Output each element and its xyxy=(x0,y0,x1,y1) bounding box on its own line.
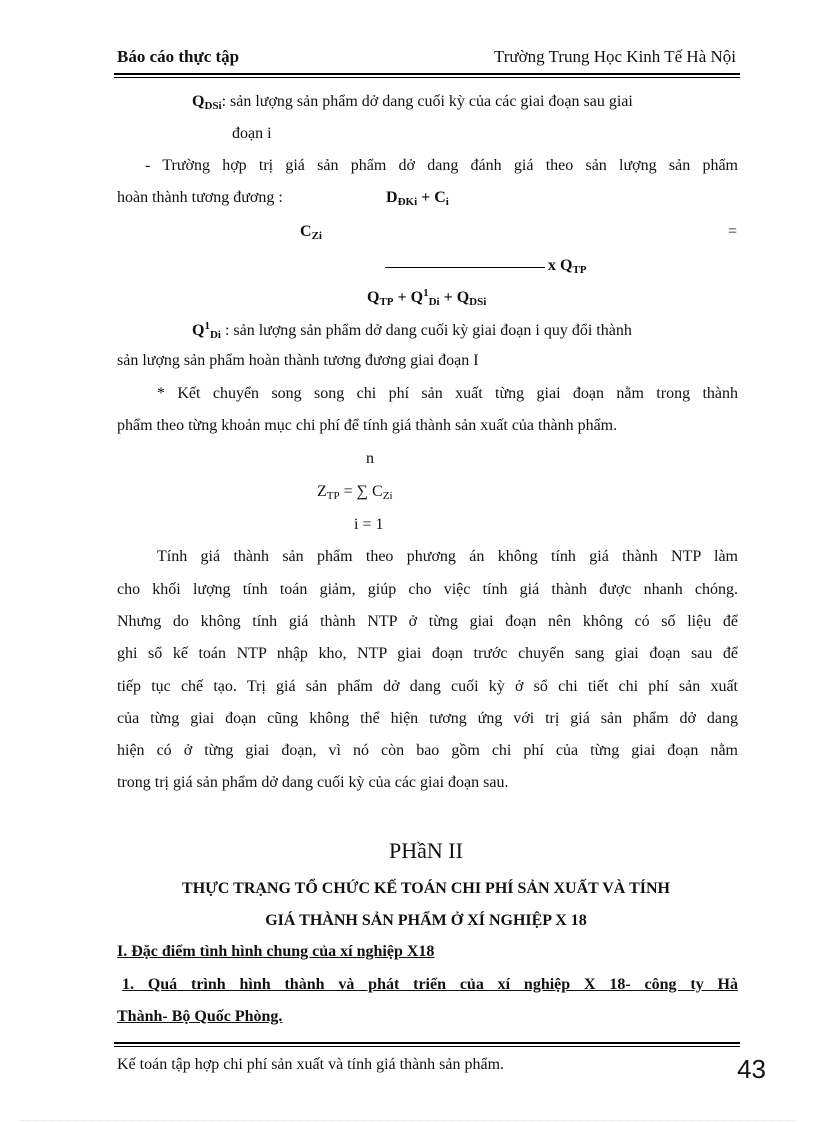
header-right: Trường Trung Học Kinh Tế Hà Nội xyxy=(493,47,736,66)
formula1-c-zi: Zi xyxy=(311,230,322,242)
qdsi-sub: DSi xyxy=(204,100,222,112)
formula1-d-sub: ĐKi xyxy=(397,196,418,208)
formula1-c: C xyxy=(300,223,312,240)
paragraph-line: Nhưng do không tính giá thành NTP ở từng giai đoạn nên không có số liệu để xyxy=(117,613,738,630)
formula2-lower: i = 1 xyxy=(354,516,384,533)
case-text-line1: - Trường hợp trị giá sản phẩm dở dang đánh giá theo sản lượng sản phẩm xyxy=(145,157,738,174)
formula2-z-sub: TP xyxy=(326,490,340,502)
case-text-line2: hoàn thành tương đương : xyxy=(117,189,283,206)
formula1-den-q2-sub: DSi xyxy=(469,296,487,308)
footer-rule-thin xyxy=(114,1046,740,1047)
page-edge-divider xyxy=(20,1120,796,1121)
header-rule-thin xyxy=(114,77,740,78)
qdsi-text-2: đoạn i xyxy=(232,125,272,142)
paragraph-line: tiếp tục chế tạo. Trị giá sản phẩm dở dang cuối kỳ ở sổ chi tiết chi phí sản xuất xyxy=(117,678,738,695)
formula1-den-q1-sup: 1 xyxy=(423,287,429,299)
formula1-times xyxy=(548,257,587,276)
formula2-body xyxy=(317,483,393,502)
formula1-den-q-sub: TP xyxy=(379,296,394,308)
parallel-text-line1: * Kết chuyển song song chi phí sản xuất từng giai đoạn nằm trong thành xyxy=(157,385,738,402)
q1di-sup: 1 xyxy=(204,320,210,332)
header-left: Báo cáo thực tập xyxy=(117,47,240,66)
subsection-heading-line1: 1. Quá trình hình thành và phát triển của xí nghiệp X 18- công ty Hà xyxy=(122,976,738,993)
q1di-text: : sản lượng sản phẩm dở dang cuối kỳ giai đoạn i quy đổi thành xyxy=(220,322,632,339)
paragraph-line: của từng giai đoạn cũng không thể hiện tương ứng với trị giá sản phẩm dở dang xyxy=(117,710,738,727)
formula1-plus-c: + C xyxy=(417,189,446,206)
formula1-c-sub: i xyxy=(445,196,449,208)
formula1-den-plus2: + Q xyxy=(439,289,470,306)
formula1-times-sub: TP xyxy=(572,264,587,276)
formula2-eq-sum: = ∑ C xyxy=(339,483,383,500)
formula2-upper: n xyxy=(366,450,374,467)
qdsi-symbol: Q xyxy=(192,93,205,110)
header-rule xyxy=(114,73,740,75)
q1di-text-2: sản lượng sản phẩm hoàn thành tương đương giai đoạn I xyxy=(117,352,479,369)
formula1-denominator xyxy=(367,287,486,308)
formula1-den-q: Q xyxy=(367,289,380,306)
paragraph-line: ghi sổ kế toán NTP nhập kho, NTP giai đoạn trước chuyển sang giai đoạn sau để xyxy=(117,645,738,662)
formula1-equals: = xyxy=(728,223,738,240)
q1di-definition xyxy=(192,320,738,341)
part-subtitle-line2: GIÁ THÀNH SẢN PHẨM Ở XÍ NGHIỆP X 18 xyxy=(265,912,587,929)
parallel-text-line2: phẩm theo từng khoản mục chi phí để tính giá thành sản xuất của thành phẩm. xyxy=(117,417,618,434)
formula1-d: D xyxy=(386,189,398,206)
formula1-numerator xyxy=(386,189,449,208)
page-number: 43 xyxy=(737,1054,766,1084)
formula2-z: Z xyxy=(317,483,327,500)
formula1-times-q: x Q xyxy=(548,257,573,274)
q1di-sub: Di xyxy=(209,329,221,341)
formula1-lhs xyxy=(300,223,322,242)
qdsi-definition xyxy=(192,93,633,112)
fraction-line xyxy=(385,267,545,268)
formula2-c-sub: Zi xyxy=(382,490,393,502)
paragraph-line: trong trị giá sản phẩm dở dang cuối kỳ của các giai đoạn sau. xyxy=(117,774,509,791)
paragraph-line: Tính giá thành sản phẩm theo phương án không tính giá thành NTP làm xyxy=(157,548,738,565)
footer-text: Kế toán tập hợp chi phí sản xuất và tính giá thành sản phẩm. xyxy=(117,1056,505,1073)
section-heading: I. Đặc điểm tình hình chung của xí nghiệp X18 xyxy=(117,943,435,960)
formula1-den-plus1: + Q xyxy=(393,289,424,306)
footer-rule xyxy=(114,1042,740,1044)
subsection-heading-line2: Thành- Bộ Quốc Phòng. xyxy=(117,1008,283,1025)
formula1-den-q1-sub: Di xyxy=(428,296,440,308)
part-title: PHầN II xyxy=(389,838,463,863)
paragraph-line: cho khối lượng tính toán giảm, giúp cho việc tính giá thành được nhanh chóng. xyxy=(117,581,738,598)
paragraph-line: hiện có ở từng giai đoạn, vì nó còn bao gồm chi phí của từng giai đoạn nằm xyxy=(117,742,738,759)
part-subtitle-line1: THỰC TRẠNG TỔ CHỨC KẾ TOÁN CHI PHÍ SẢN XUẤT VÀ TÍNH xyxy=(182,880,670,897)
qdsi-text: : sản lượng sản phẩm dở dang cuối kỳ của các giai đoạn sau giai xyxy=(221,93,633,110)
q1di-symbol: Q xyxy=(192,322,205,339)
